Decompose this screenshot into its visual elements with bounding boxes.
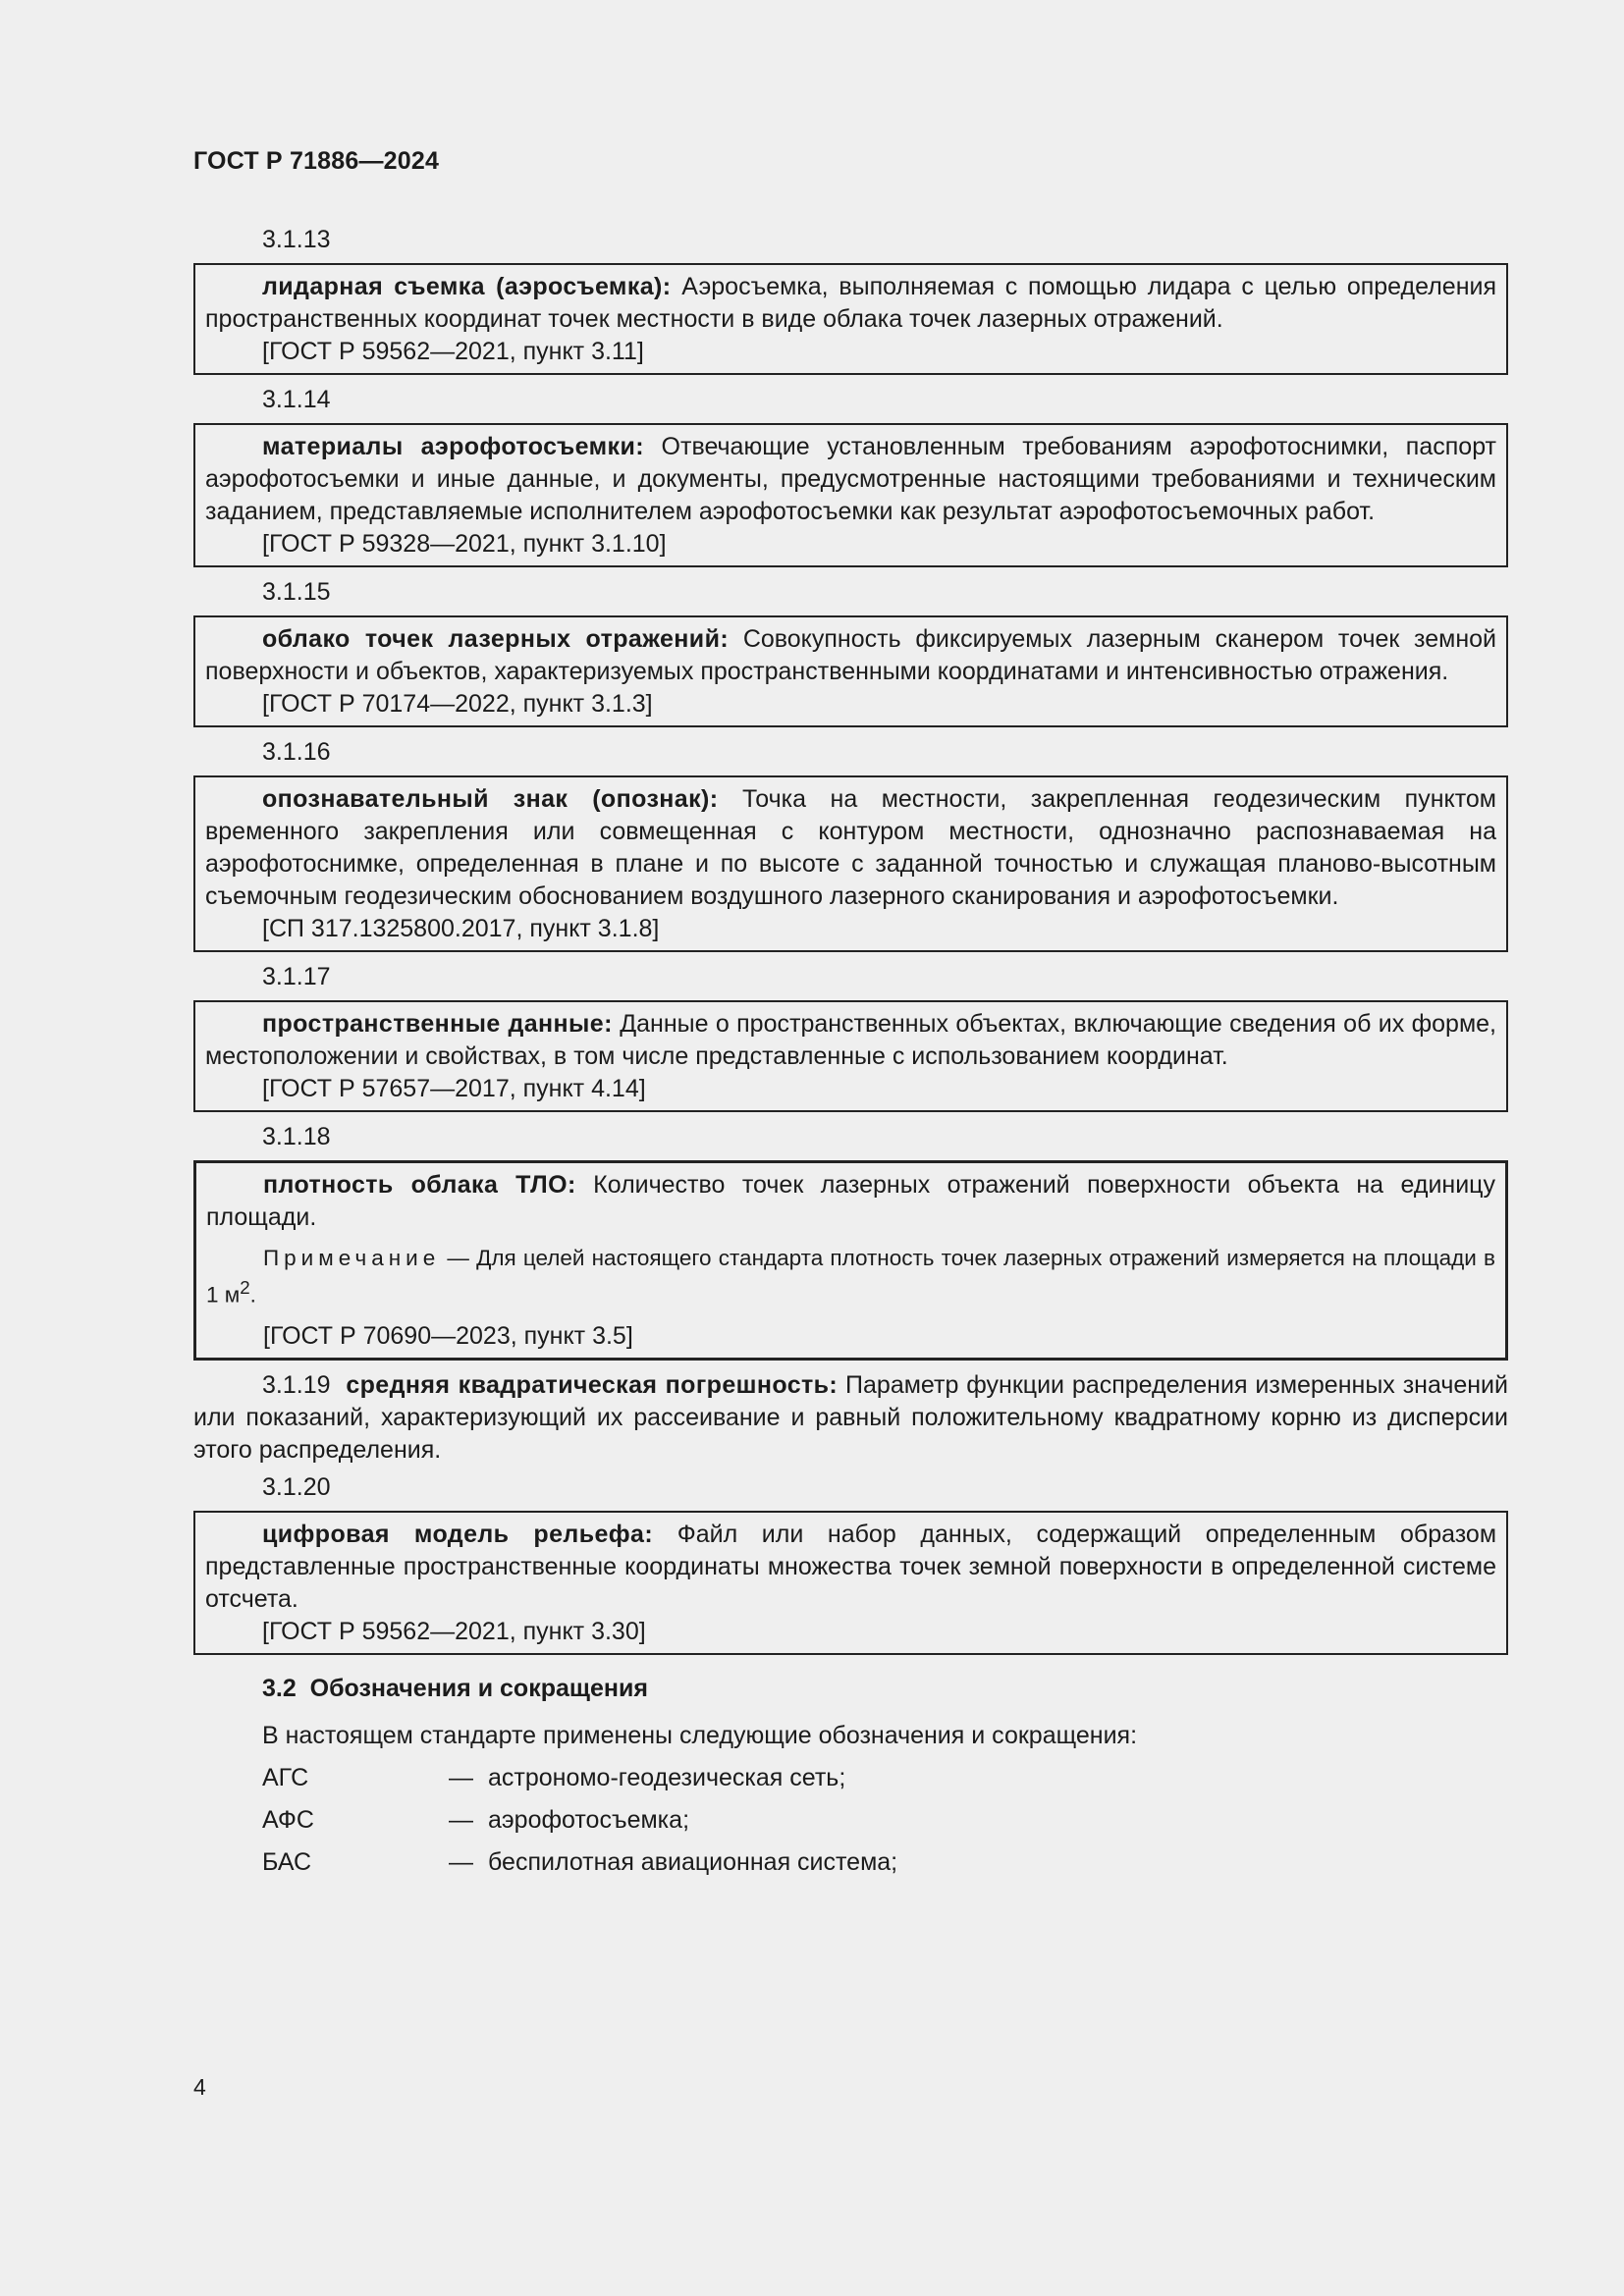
section-title: 3.2 Обозначения и сокращения <box>262 1674 648 1702</box>
term-title: материалы аэрофотосъемки: <box>262 433 644 460</box>
abbreviation-text: астрономо-геодезическая сеть; <box>488 1763 846 1791</box>
term-definition <box>205 1519 1496 1616</box>
term-text: Параметр функции распределения измеренных значений или показаний, характеризующий их рассеивание и равный положительному квадратному корню из дисперсии этого распределения. <box>193 1370 1508 1464</box>
abbreviation-row <box>193 1762 1508 1794</box>
term-definition <box>205 431 1496 528</box>
document-content <box>193 224 1508 1889</box>
term-source: [ГОСТ Р 70174—2022, пункт 3.1.3] <box>262 690 653 718</box>
note-label: Примечание <box>263 1246 441 1270</box>
note-superscript: 2 <box>240 1277 250 1298</box>
term-source: [ГОСТ Р 57657—2017, пункт 4.14] <box>262 1075 646 1102</box>
term-definition <box>206 1169 1495 1234</box>
term-text: Отвечающие установленным требованиям аэрофотоснимки, паспорт аэрофотосъемки и иные данные, и документы, предусмотренные настоящими требованиями и техническим заданием, представляемые исполнителем аэрофотосъемки как результат аэрофотосъемочных работ. <box>205 433 1496 525</box>
abbreviation-dash: — <box>449 1763 473 1791</box>
term-number: 3.1.17 <box>262 963 331 990</box>
term-box <box>193 1160 1508 1361</box>
term-box <box>193 775 1508 952</box>
term-title: средняя квадратическая погрешность: <box>346 1370 839 1399</box>
term-title: лидарная съемка (аэросъемка): <box>262 273 672 300</box>
term-source: [ГОСТ Р 59562—2021, пункт 3.11] <box>262 338 644 365</box>
term-definition <box>205 783 1496 913</box>
term-box <box>193 1000 1508 1112</box>
term-box <box>193 615 1508 727</box>
abbreviation-text: беспилотная авиационная система; <box>488 1847 898 1876</box>
term-note <box>206 1244 1495 1310</box>
document-header: ГОСТ Р 71886—2024 <box>193 147 440 175</box>
term-number: 3.1.20 <box>262 1472 331 1501</box>
term-number: 3.1.18 <box>262 1123 331 1150</box>
term-title: цифровая модель рельефа: <box>262 1520 654 1548</box>
term-title: облако точек лазерных отражений: <box>262 625 730 653</box>
abbreviation-row <box>193 1846 1508 1879</box>
term-number: 3.1.13 <box>262 226 331 253</box>
abbreviation-text: аэрофотосъемка; <box>488 1805 690 1834</box>
page-number: 4 <box>193 2074 206 2100</box>
abbreviation-code: АГС <box>262 1763 309 1791</box>
term-text: Данные о пространственных объектах, включающие сведения об их форме, местоположении и свойствах, в том числе представленные с использованием координат. <box>205 1010 1497 1070</box>
abbreviation-row <box>193 1804 1508 1837</box>
term-number: 3.1.16 <box>262 738 331 766</box>
term-text: Совокупность фиксируемых лазерным сканером точек земной поверхности и объектов, характеризуемых пространственными координатами и интенсивностью отражения. <box>205 625 1496 685</box>
term-number: 3.1.15 <box>262 578 331 606</box>
term-source: [ГОСТ Р 59562—2021, пункт 3.30] <box>262 1617 646 1645</box>
term-title: опознавательный знак (опознак): <box>262 785 719 813</box>
free-term-definition <box>193 1369 1508 1467</box>
abbreviation-code: БАС <box>262 1847 312 1876</box>
term-box <box>193 423 1508 567</box>
term-source: [ГОСТ Р 70690—2023, пункт 3.5] <box>263 1321 633 1350</box>
term-definition <box>205 1008 1496 1073</box>
abbreviation-dash: — <box>449 1847 473 1876</box>
abbreviation-code: АФС <box>262 1805 314 1834</box>
term-source: [СП 317.1325800.2017, пункт 3.1.8] <box>262 915 660 942</box>
term-number: 3.1.19 <box>262 1370 331 1399</box>
term-text: Аэросъемка, выполняемая с помощью лидара с целью определения пространственных координат точек местности в виде облака точек лазерных отражений. <box>205 273 1496 333</box>
term-box <box>193 1511 1508 1655</box>
abbreviation-dash: — <box>449 1805 473 1834</box>
term-title: плотность облака ТЛО: <box>263 1171 576 1199</box>
term-definition <box>205 623 1496 688</box>
term-text: Файл или набор данных, содержащий определенным образом представленные пространственные координаты множества точек земной поверхности в определенной системе отсчета. <box>205 1520 1497 1613</box>
term-definition <box>205 271 1496 336</box>
term-number: 3.1.14 <box>262 386 331 413</box>
term-text: Количество точек лазерных отражений поверхности объекта на единицу площади. <box>206 1171 1495 1231</box>
term-title: пространственные данные: <box>262 1010 613 1038</box>
section-intro: В настоящем стандарте применены следующие обозначения и сокращения: <box>262 1721 1138 1749</box>
note-text: — Для целей настоящего стандарта плотность точек лазерных отражений измеряется на площади в 1 м <box>206 1246 1495 1308</box>
term-source: [ГОСТ Р 59328—2021, пункт 3.1.10] <box>262 530 667 558</box>
term-text: Точка на местности, закрепленная геодезическим пунктом временного закрепления или совмещенная с контуром местности, однозначно распознаваемая на аэрофотоснимке, определенная в плане и по высоте с заданной точностью и служащая планово-высотным съемочным геодезическим обоснованием воздушного лазерного сканирования и аэрофотосъемки. <box>205 785 1496 910</box>
term-box <box>193 263 1508 375</box>
note-end: . <box>249 1282 256 1308</box>
